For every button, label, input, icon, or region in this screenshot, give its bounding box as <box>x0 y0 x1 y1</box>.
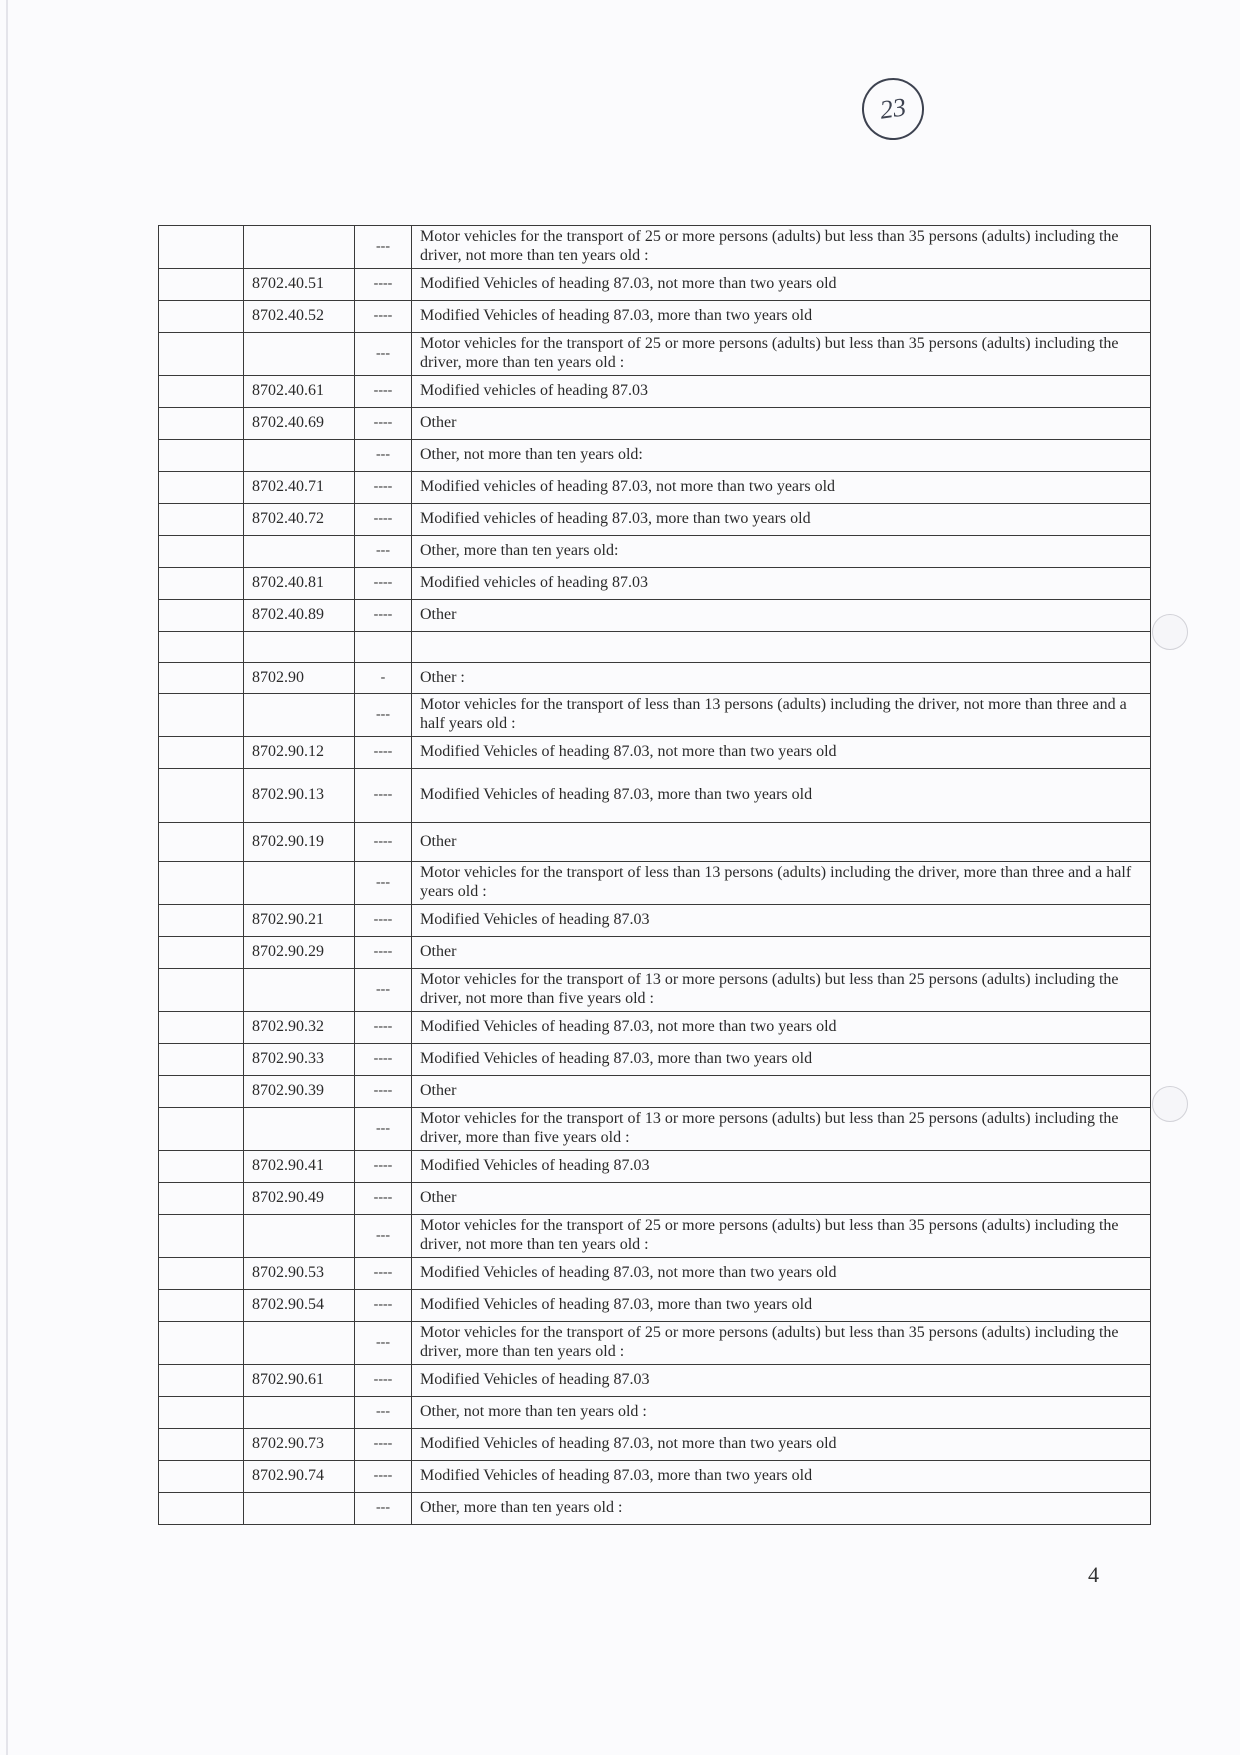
table-row <box>159 504 1151 536</box>
tariff-code-cell: 8702.90.53 <box>244 1258 355 1290</box>
table-row <box>159 769 1151 823</box>
tariff-code-cell: 8702.90.73 <box>244 1429 355 1461</box>
indent-dash-cell: --- <box>355 862 412 905</box>
tariff-code-cell <box>244 694 355 737</box>
table-row <box>159 632 1151 663</box>
tariff-code-cell <box>244 1397 355 1429</box>
description-cell: Modified Vehicles of heading 87.03 <box>412 905 1151 937</box>
blank-cell <box>159 440 244 472</box>
table-row <box>159 1183 1151 1215</box>
description-cell: Modified vehicles of heading 87.03 <box>412 376 1151 408</box>
description-cell: Modified Vehicles of heading 87.03, not more than two years old <box>412 737 1151 769</box>
blank-cell <box>159 1461 244 1493</box>
tariff-code-cell: 8702.90.41 <box>244 1151 355 1183</box>
table-row <box>159 1012 1151 1044</box>
description-cell: Motor vehicles for the transport of 13 or more persons (adults) but less than 25 persons (adults) including the driver, not more than five years old : <box>412 969 1151 1012</box>
blank-cell <box>159 301 244 333</box>
table-row <box>159 269 1151 301</box>
blank-cell <box>159 969 244 1012</box>
blank-cell <box>159 536 244 568</box>
indent-dash-cell: ---- <box>355 1365 412 1397</box>
table-row <box>159 226 1151 269</box>
tariff-code-cell: 8702.90.13 <box>244 769 355 823</box>
description-cell: Motor vehicles for the transport of less than 13 persons (adults) including the driver, not more than three and a half years old : <box>412 694 1151 737</box>
description-cell: Modified Vehicles of heading 87.03, more than two years old <box>412 301 1151 333</box>
table-row <box>159 600 1151 632</box>
description-cell: Motor vehicles for the transport of less than 13 persons (adults) including the driver, more than three and a half years old : <box>412 862 1151 905</box>
indent-dash-cell: ---- <box>355 408 412 440</box>
scan-edge <box>6 0 8 1755</box>
tariff-code-cell: 8702.40.51 <box>244 269 355 301</box>
tariff-code-cell <box>244 333 355 376</box>
tariff-code-cell <box>244 536 355 568</box>
blank-cell <box>159 1012 244 1044</box>
tariff-code-cell: 8702.40.72 <box>244 504 355 536</box>
indent-dash-cell: ---- <box>355 1044 412 1076</box>
tariff-code-cell: 8702.90.61 <box>244 1365 355 1397</box>
description-cell: Other, not more than ten years old : <box>412 1397 1151 1429</box>
table-row <box>159 376 1151 408</box>
indent-dash-cell: ---- <box>355 301 412 333</box>
description-cell: Modified Vehicles of heading 87.03, more than two years old <box>412 769 1151 823</box>
indent-dash-cell: --- <box>355 694 412 737</box>
tariff-code-cell: 8702.90.32 <box>244 1012 355 1044</box>
tariff-code-cell <box>244 632 355 663</box>
blank-cell <box>159 333 244 376</box>
table-row <box>159 1322 1151 1365</box>
blank-cell <box>159 663 244 694</box>
table-row <box>159 440 1151 472</box>
indent-dash-cell: ---- <box>355 568 412 600</box>
indent-dash-cell: ---- <box>355 937 412 969</box>
table-row <box>159 1397 1151 1429</box>
blank-cell <box>159 1183 244 1215</box>
page-number: 4 <box>1088 1562 1099 1587</box>
description-cell: Other <box>412 408 1151 440</box>
blank-cell <box>159 694 244 737</box>
blank-cell <box>159 600 244 632</box>
table-row <box>159 408 1151 440</box>
description-cell: Other <box>412 600 1151 632</box>
tariff-code-cell: 8702.40.81 <box>244 568 355 600</box>
indent-dash-cell: --- <box>355 226 412 269</box>
blank-cell <box>159 504 244 536</box>
blank-cell <box>159 472 244 504</box>
table-row <box>159 862 1151 905</box>
table-row <box>159 1493 1151 1525</box>
indent-dash-cell: ---- <box>355 600 412 632</box>
description-cell: Other <box>412 937 1151 969</box>
description-cell: Modified Vehicles of heading 87.03 <box>412 1365 1151 1397</box>
description-cell: Modified Vehicles of heading 87.03, more than two years old <box>412 1044 1151 1076</box>
description-cell: Motor vehicles for the transport of 25 or more persons (adults) but less than 35 persons (adults) including the driver, more than ten years old : <box>412 333 1151 376</box>
indent-dash-cell <box>355 632 412 663</box>
indent-dash-cell: --- <box>355 969 412 1012</box>
indent-dash-cell: - <box>355 663 412 694</box>
tariff-code-cell: 8702.90.39 <box>244 1076 355 1108</box>
indent-dash-cell: ---- <box>355 1151 412 1183</box>
tariff-code-cell <box>244 1493 355 1525</box>
tariff-code-cell: 8702.40.52 <box>244 301 355 333</box>
blank-cell <box>159 1365 244 1397</box>
tariff-code-cell: 8702.40.71 <box>244 472 355 504</box>
description-cell: Modified Vehicles of heading 87.03 <box>412 1151 1151 1183</box>
table-row <box>159 472 1151 504</box>
blank-cell <box>159 769 244 823</box>
tariff-code-cell: 8702.90.12 <box>244 737 355 769</box>
blank-cell <box>159 226 244 269</box>
table-row <box>159 663 1151 694</box>
blank-cell <box>159 905 244 937</box>
blank-cell <box>159 1044 244 1076</box>
indent-dash-cell: ---- <box>355 376 412 408</box>
table-row <box>159 1151 1151 1183</box>
blank-cell <box>159 568 244 600</box>
table-row <box>159 1044 1151 1076</box>
blank-cell <box>159 408 244 440</box>
blank-cell <box>159 937 244 969</box>
indent-dash-cell: ---- <box>355 1012 412 1044</box>
tariff-code-cell: 8702.90.54 <box>244 1290 355 1322</box>
description-cell: Modified Vehicles of heading 87.03, not more than two years old <box>412 1258 1151 1290</box>
description-cell: Modified Vehicles of heading 87.03, more than two years old <box>412 1290 1151 1322</box>
description-cell: Motor vehicles for the transport of 25 or more persons (adults) but less than 35 persons (adults) including the driver, not more than ten years old : <box>412 1215 1151 1258</box>
table-row <box>159 937 1151 969</box>
blank-cell <box>159 823 244 862</box>
description-cell: Modified Vehicles of heading 87.03, not more than two years old <box>412 1012 1151 1044</box>
blank-cell <box>159 1290 244 1322</box>
blank-cell <box>159 1258 244 1290</box>
table-row <box>159 905 1151 937</box>
description-cell <box>412 632 1151 663</box>
indent-dash-cell: ---- <box>355 769 412 823</box>
description-cell: Modified vehicles of heading 87.03, more than two years old <box>412 504 1151 536</box>
tariff-code-cell: 8702.90.21 <box>244 905 355 937</box>
description-cell: Motor vehicles for the transport of 13 or more persons (adults) but less than 25 persons (adults) including the driver, more than five years old : <box>412 1108 1151 1151</box>
description-cell: Other, more than ten years old: <box>412 536 1151 568</box>
table-row <box>159 301 1151 333</box>
indent-dash-cell: --- <box>355 440 412 472</box>
table-row <box>159 1365 1151 1397</box>
blank-cell <box>159 376 244 408</box>
tariff-code-cell <box>244 1322 355 1365</box>
indent-dash-cell: --- <box>355 1215 412 1258</box>
tariff-code-cell <box>244 1215 355 1258</box>
tariff-table <box>158 225 1151 1525</box>
tariff-code-cell <box>244 862 355 905</box>
table-row <box>159 1290 1151 1322</box>
indent-dash-cell: ---- <box>355 269 412 301</box>
tariff-code-cell <box>244 226 355 269</box>
indent-dash-cell: --- <box>355 536 412 568</box>
tariff-code-cell: 8702.90.49 <box>244 1183 355 1215</box>
table-row <box>159 969 1151 1012</box>
tariff-code-cell: 8702.90.29 <box>244 937 355 969</box>
table-row <box>159 333 1151 376</box>
table-row <box>159 1258 1151 1290</box>
indent-dash-cell: --- <box>355 1322 412 1365</box>
table-row <box>159 694 1151 737</box>
indent-dash-cell: ---- <box>355 1258 412 1290</box>
indent-dash-cell: --- <box>355 333 412 376</box>
description-cell: Modified Vehicles of heading 87.03, more than two years old <box>412 1461 1151 1493</box>
table-row <box>159 1461 1151 1493</box>
blank-cell <box>159 1397 244 1429</box>
punch-hole <box>1152 614 1188 650</box>
blank-cell <box>159 1493 244 1525</box>
indent-dash-cell: --- <box>355 1397 412 1429</box>
table-row <box>159 1429 1151 1461</box>
description-cell: Other <box>412 1076 1151 1108</box>
table-row <box>159 1076 1151 1108</box>
description-cell: Other, not more than ten years old: <box>412 440 1151 472</box>
description-cell: Other : <box>412 663 1151 694</box>
blank-cell <box>159 1108 244 1151</box>
blank-cell <box>159 1322 244 1365</box>
tariff-code-cell <box>244 1108 355 1151</box>
description-cell: Other, more than ten years old : <box>412 1493 1151 1525</box>
description-cell: Modified vehicles of heading 87.03, not more than two years old <box>412 472 1151 504</box>
description-cell: Modified vehicles of heading 87.03 <box>412 568 1151 600</box>
tariff-code-cell: 8702.90.19 <box>244 823 355 862</box>
indent-dash-cell: ---- <box>355 1183 412 1215</box>
tariff-code-cell: 8702.40.61 <box>244 376 355 408</box>
description-cell: Motor vehicles for the transport of 25 or more persons (adults) but less than 35 persons (adults) including the driver, more than ten years old : <box>412 1322 1151 1365</box>
blank-cell <box>159 862 244 905</box>
blank-cell <box>159 1215 244 1258</box>
indent-dash-cell: ---- <box>355 1076 412 1108</box>
description-cell: Other <box>412 823 1151 862</box>
page-stamp-number: 23 <box>858 74 928 144</box>
blank-cell <box>159 269 244 301</box>
table-row <box>159 1215 1151 1258</box>
tariff-code-cell: 8702.40.69 <box>244 408 355 440</box>
indent-dash-cell: ---- <box>355 472 412 504</box>
table-row <box>159 536 1151 568</box>
indent-dash-cell: ---- <box>355 737 412 769</box>
indent-dash-cell: ---- <box>355 905 412 937</box>
indent-dash-cell: ---- <box>355 1461 412 1493</box>
tariff-table-body <box>159 226 1151 1525</box>
blank-cell <box>159 1076 244 1108</box>
indent-dash-cell: ---- <box>355 1290 412 1322</box>
indent-dash-cell: --- <box>355 1108 412 1151</box>
tariff-code-cell <box>244 969 355 1012</box>
indent-dash-cell: ---- <box>355 504 412 536</box>
indent-dash-cell: ---- <box>355 823 412 862</box>
description-cell: Motor vehicles for the transport of 25 or more persons (adults) but less than 35 persons (adults) including the driver, not more than ten years old : <box>412 226 1151 269</box>
table-row <box>159 823 1151 862</box>
table-row <box>159 737 1151 769</box>
tariff-code-cell: 8702.90.33 <box>244 1044 355 1076</box>
description-cell: Modified Vehicles of heading 87.03, not more than two years old <box>412 269 1151 301</box>
tariff-code-cell <box>244 440 355 472</box>
indent-dash-cell: ---- <box>355 1429 412 1461</box>
description-cell: Modified Vehicles of heading 87.03, not more than two years old <box>412 1429 1151 1461</box>
table-row <box>159 1108 1151 1151</box>
blank-cell <box>159 1151 244 1183</box>
tariff-code-cell: 8702.90.74 <box>244 1461 355 1493</box>
punch-hole <box>1152 1086 1188 1122</box>
blank-cell <box>159 632 244 663</box>
table-row <box>159 568 1151 600</box>
blank-cell <box>159 737 244 769</box>
tariff-code-cell: 8702.40.89 <box>244 600 355 632</box>
indent-dash-cell: --- <box>355 1493 412 1525</box>
tariff-code-cell: 8702.90 <box>244 663 355 694</box>
blank-cell <box>159 1429 244 1461</box>
description-cell: Other <box>412 1183 1151 1215</box>
